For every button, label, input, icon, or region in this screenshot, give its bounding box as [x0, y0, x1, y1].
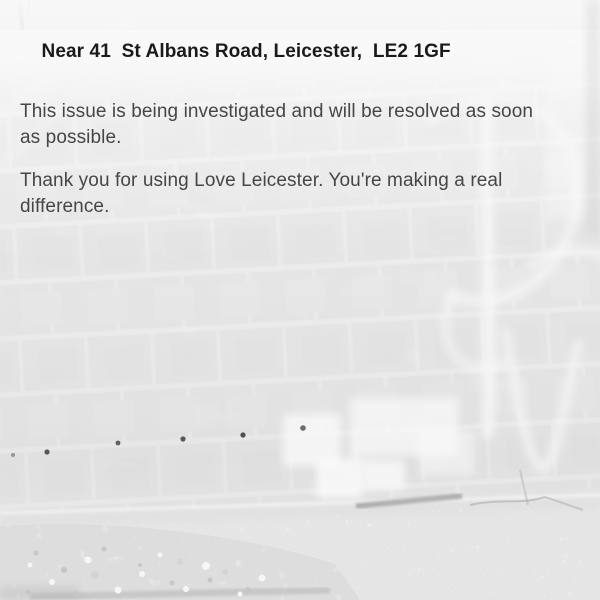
message-line: Thank you for using Love Leicester. You're making a real	[20, 170, 503, 191]
investigation-paragraph	[20, 99, 580, 151]
ground-layer	[0, 494, 600, 600]
status-message	[20, 99, 580, 237]
right-edge-shadow	[586, 0, 600, 235]
message-line: as possible.	[20, 127, 122, 148]
message-line: difference.	[20, 196, 110, 217]
location-text: Near 41 St Albans Road, Leicester, LE2 1GF	[41, 41, 451, 62]
message-line: This issue is being investigated and will be resolved as soon	[20, 101, 534, 122]
thank-you-paragraph	[20, 168, 580, 220]
location-header	[20, 13, 451, 91]
